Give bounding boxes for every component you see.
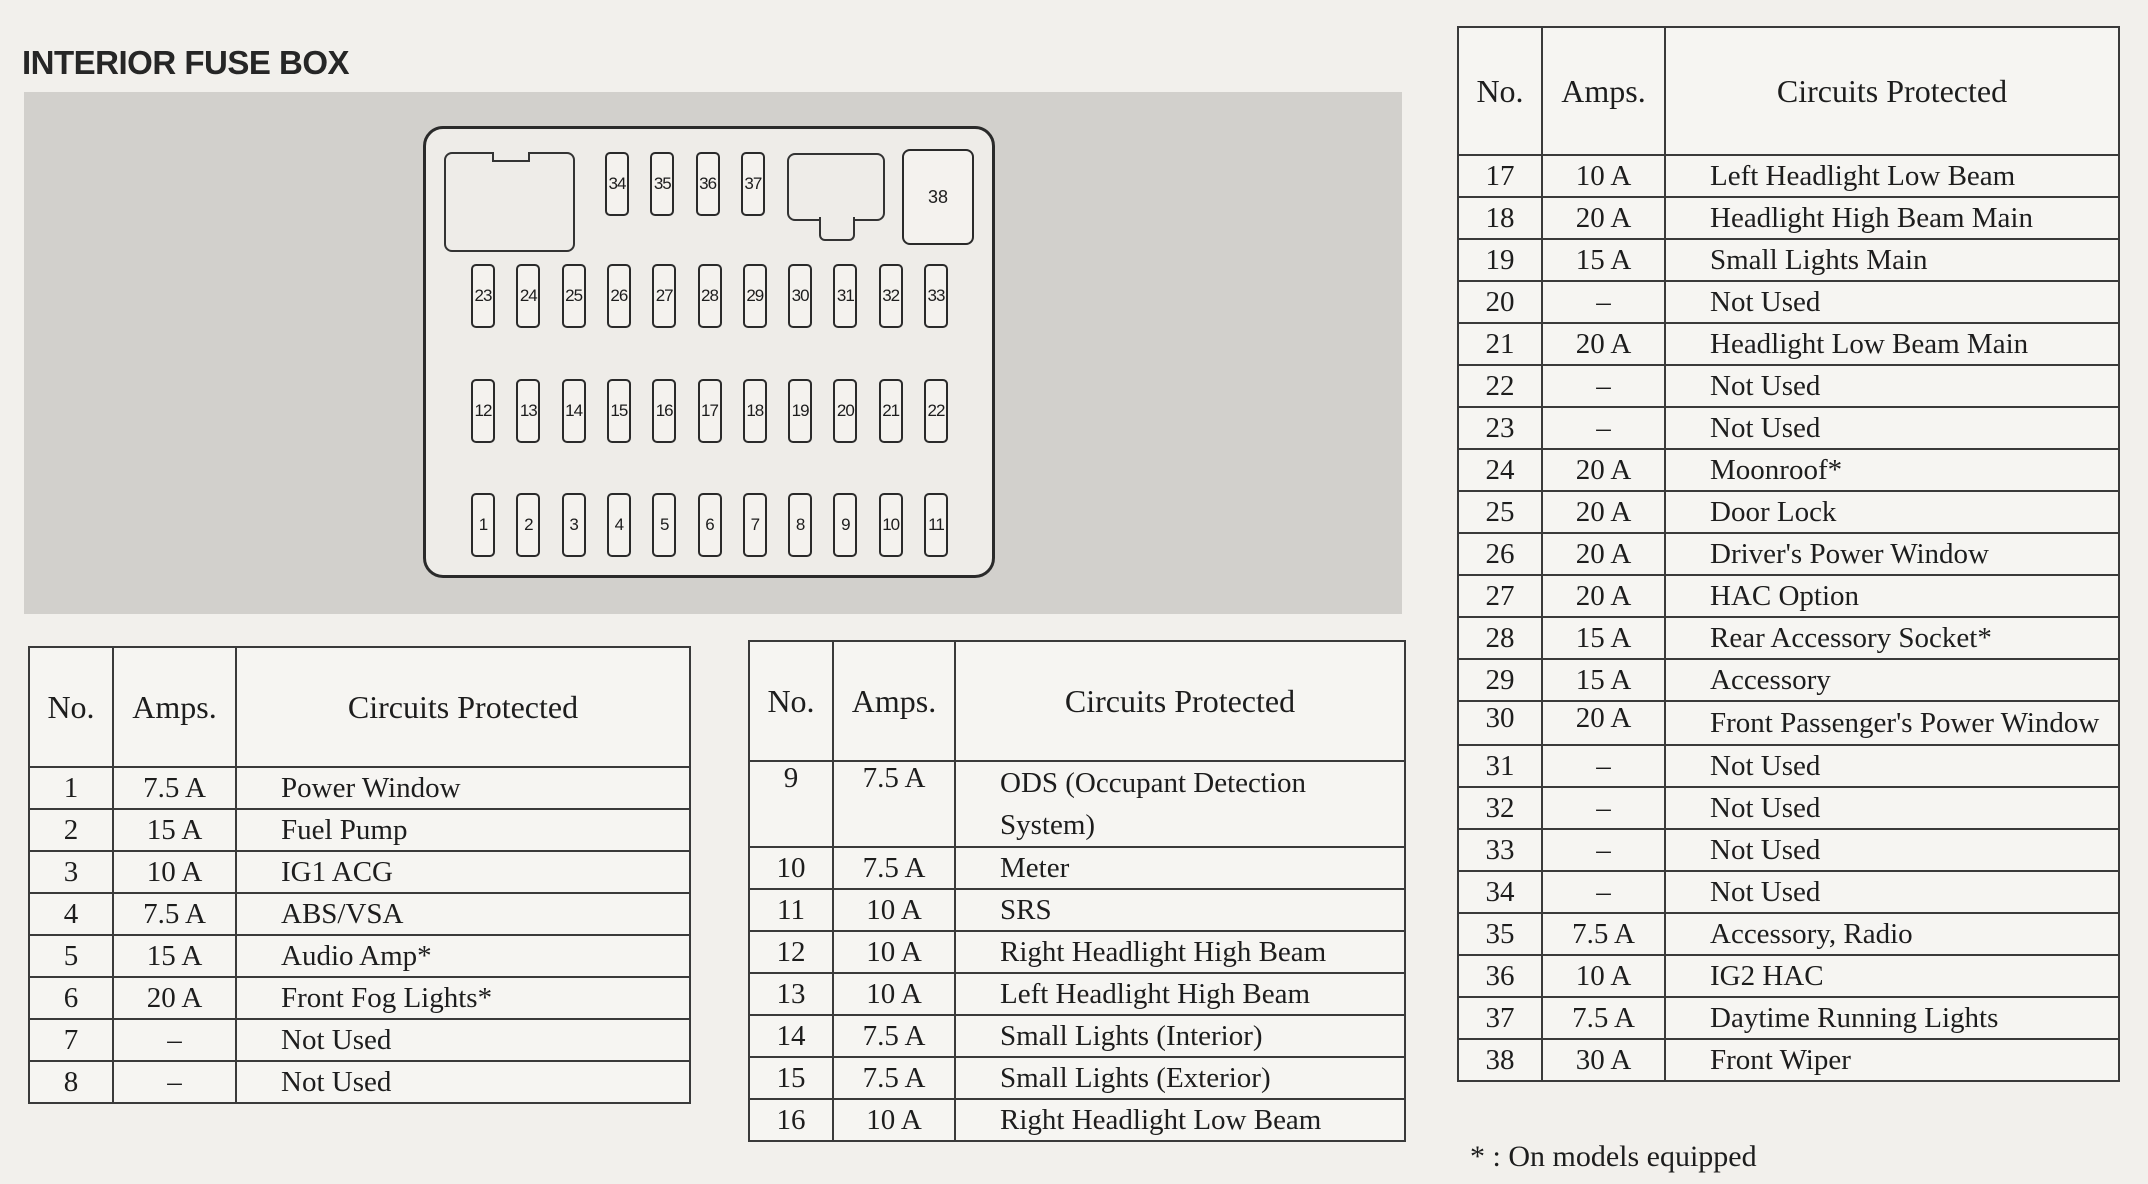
- table-row: [1458, 787, 2119, 829]
- fuse-circuit-cell: Daytime Running Lights: [1665, 997, 2119, 1039]
- fuse-number-cell: 19: [1458, 239, 1542, 281]
- fuse-circuit-cell: Not Used: [236, 1061, 690, 1103]
- fuse-slot: 30: [788, 264, 812, 328]
- table-row: [1458, 407, 2119, 449]
- table-row: [1458, 197, 2119, 239]
- table-row: [749, 1015, 1405, 1057]
- fuse-number-cell: 10: [749, 847, 833, 889]
- table-row: [1458, 955, 2119, 997]
- fuse-number-cell: 26: [1458, 533, 1542, 575]
- fuse-circuit-cell: Accessory, Radio: [1665, 913, 2119, 955]
- fuse-circuit-cell: Not Used: [1665, 407, 2119, 449]
- fuse-number-cell: 8: [29, 1061, 113, 1103]
- fuse-number-cell: 32: [1458, 787, 1542, 829]
- fuse-amps-cell: 30 A: [1542, 1039, 1665, 1081]
- fuse-circuit-cell: Driver's Power Window: [1665, 533, 2119, 575]
- fuse-amps-cell: –: [1542, 745, 1665, 787]
- fuse-slot: 28: [698, 264, 722, 328]
- fuse-circuit-cell: Small Lights (Interior): [955, 1015, 1405, 1057]
- fuse-number-cell: 33: [1458, 829, 1542, 871]
- fuse-circuit-cell: Rear Accessory Socket*: [1665, 617, 2119, 659]
- fuse-number-cell: 2: [29, 809, 113, 851]
- fuse-slot: 3: [562, 493, 586, 557]
- fuse-amps-cell: 20 A: [1542, 197, 1665, 239]
- fuse-slot: 25: [562, 264, 586, 328]
- fuse-amps-cell: 20 A: [1542, 533, 1665, 575]
- table-row: [1458, 449, 2119, 491]
- fuse-number-cell: 15: [749, 1057, 833, 1099]
- fuse-number-cell: 21: [1458, 323, 1542, 365]
- fuse-number-cell: 18: [1458, 197, 1542, 239]
- fuse-slot: 9: [833, 493, 857, 557]
- fuse-number-cell: 29: [1458, 659, 1542, 701]
- fuse-slot: 24: [516, 264, 540, 328]
- fuse-number-cell: 35: [1458, 913, 1542, 955]
- table-row: [29, 977, 690, 1019]
- fuse-amps-cell: 10 A: [113, 851, 236, 893]
- fuse-number-cell: 12: [749, 931, 833, 973]
- col-circuits-header: Circuits Protected: [1665, 27, 2119, 155]
- footnote: * : On models equipped: [1470, 1140, 1757, 1173]
- fuse-slot: 26: [607, 264, 631, 328]
- fuse-number-cell: 30: [1458, 701, 1542, 745]
- fuse-amps-cell: 20 A: [1542, 701, 1665, 745]
- fuse-circuit-cell: Small Lights Main: [1665, 239, 2119, 281]
- fuse-circuit-cell: Audio Amp*: [236, 935, 690, 977]
- fuse-number-cell: 13: [749, 973, 833, 1015]
- fuse-table-9-16: [748, 640, 1406, 1142]
- col-circuits-header: Circuits Protected: [236, 647, 690, 767]
- fuse-circuit-cell: Left Headlight Low Beam: [1665, 155, 2119, 197]
- fuse-amps-cell: –: [1542, 365, 1665, 407]
- fuse-number-cell: 37: [1458, 997, 1542, 1039]
- table-row: [749, 761, 1405, 847]
- fuse-amps-cell: 7.5 A: [1542, 997, 1665, 1039]
- table-row: [1458, 829, 2119, 871]
- fuse-circuit-cell: Meter: [955, 847, 1405, 889]
- col-amps-header: Amps.: [833, 641, 955, 761]
- table-row: [29, 767, 690, 809]
- fuse-table-17-38: [1457, 26, 2120, 1082]
- fuse-slot: 23: [471, 264, 495, 328]
- fuse-slot: 1: [471, 493, 495, 557]
- table-row: [1458, 281, 2119, 323]
- table-row: [749, 931, 1405, 973]
- table-row: [1458, 659, 2119, 701]
- table-row: [29, 851, 690, 893]
- fuse-number-cell: 31: [1458, 745, 1542, 787]
- table-row: [1458, 323, 2119, 365]
- fuse-slot: 33: [924, 264, 948, 328]
- table-row: [29, 893, 690, 935]
- fuse-amps-cell: –: [1542, 871, 1665, 913]
- table-row: [29, 1061, 690, 1103]
- fuse-number-cell: 23: [1458, 407, 1542, 449]
- fuse-amps-cell: 10 A: [833, 889, 955, 931]
- fuse-circuit-cell: Headlight High Beam Main: [1665, 197, 2119, 239]
- fuse-slot: 6: [698, 493, 722, 557]
- fuse-amps-cell: 20 A: [1542, 323, 1665, 365]
- fuse-slot: 36: [696, 152, 720, 216]
- fuse-slot: 11: [924, 493, 948, 557]
- table-row: [1458, 491, 2119, 533]
- fuse-circuit-cell: Small Lights (Exterior): [955, 1057, 1405, 1099]
- fuse-slot: 37: [741, 152, 765, 216]
- fuse-circuit-cell: Right Headlight Low Beam: [955, 1099, 1405, 1141]
- fuse-amps-cell: 10 A: [1542, 955, 1665, 997]
- fuse-amps-cell: –: [1542, 787, 1665, 829]
- fuse-amps-cell: 15 A: [1542, 617, 1665, 659]
- fuse-number-cell: 4: [29, 893, 113, 935]
- table-row: [1458, 617, 2119, 659]
- table-row: [29, 935, 690, 977]
- table-row: [1458, 871, 2119, 913]
- fuse-number-cell: 24: [1458, 449, 1542, 491]
- col-no-header: No.: [1458, 27, 1542, 155]
- fuse-slot: 34: [605, 152, 629, 216]
- fuse-slot: 4: [607, 493, 631, 557]
- fuse-number-cell: 17: [1458, 155, 1542, 197]
- table-row: [1458, 533, 2119, 575]
- fuse-amps-cell: 7.5 A: [833, 1015, 955, 1057]
- table-row: [1458, 913, 2119, 955]
- fuse-slot: 18: [743, 379, 767, 443]
- fuse-number-cell: 6: [29, 977, 113, 1019]
- fuse-amps-cell: 7.5 A: [833, 761, 955, 847]
- fuse-amps-cell: 7.5 A: [113, 893, 236, 935]
- fuse-number-cell: 1: [29, 767, 113, 809]
- fuse-circuit-cell: Door Lock: [1665, 491, 2119, 533]
- fuse-number-cell: 38: [1458, 1039, 1542, 1081]
- fuse-slot: 22: [924, 379, 948, 443]
- fuse-amps-cell: 20 A: [113, 977, 236, 1019]
- fuse-slot: 31: [833, 264, 857, 328]
- table-row: [29, 809, 690, 851]
- fuse-circuit-cell: Not Used: [1665, 871, 2119, 913]
- col-no-header: No.: [29, 647, 113, 767]
- table-row: [1458, 745, 2119, 787]
- col-no-header: No.: [749, 641, 833, 761]
- fuse-slot: 35: [650, 152, 674, 216]
- fuse-number-cell: 27: [1458, 575, 1542, 617]
- fuse-slot: 19: [788, 379, 812, 443]
- fuse-circuit-cell: ABS/VSA: [236, 893, 690, 935]
- fuse-amps-cell: 7.5 A: [113, 767, 236, 809]
- fuse-table-1-8: [28, 646, 691, 1104]
- fuse-number-cell: 36: [1458, 955, 1542, 997]
- fuse-amps-cell: 20 A: [1542, 575, 1665, 617]
- fuse-slot: 20: [833, 379, 857, 443]
- fuse-amps-cell: –: [1542, 407, 1665, 449]
- fuse-circuit-cell: Headlight Low Beam Main: [1665, 323, 2119, 365]
- fuse-circuit-cell: Not Used: [1665, 787, 2119, 829]
- table-row: [749, 1099, 1405, 1141]
- fuse-circuit-cell: Not Used: [1665, 829, 2119, 871]
- fuse-amps-cell: 15 A: [1542, 239, 1665, 281]
- fuse-slot: 15: [607, 379, 631, 443]
- fuse-slot: 32: [879, 264, 903, 328]
- fuse-number-cell: 28: [1458, 617, 1542, 659]
- fuse-amps-cell: 20 A: [1542, 449, 1665, 491]
- fuse-slot: 38: [902, 149, 974, 245]
- table-row: [1458, 239, 2119, 281]
- table-row: [1458, 997, 2119, 1039]
- fuse-amps-cell: 15 A: [113, 809, 236, 851]
- fuse-number-cell: 9: [749, 761, 833, 847]
- col-amps-header: Amps.: [113, 647, 236, 767]
- fuse-number-cell: 7: [29, 1019, 113, 1061]
- fuse-box-diagram: [423, 126, 995, 578]
- fuse-number-cell: 25: [1458, 491, 1542, 533]
- table-row: [29, 1019, 690, 1061]
- fuse-number-cell: 11: [749, 889, 833, 931]
- fuse-slot: 5: [652, 493, 676, 557]
- fuse-circuit-cell: Left Headlight High Beam: [955, 973, 1405, 1015]
- table-row: [749, 889, 1405, 931]
- fuse-number-cell: 5: [29, 935, 113, 977]
- table-row: [1458, 365, 2119, 407]
- fuse-slot: 14: [562, 379, 586, 443]
- fuse-slot: 12: [471, 379, 495, 443]
- fuse-circuit-cell: Moonroof*: [1665, 449, 2119, 491]
- table-row: [1458, 1039, 2119, 1081]
- fuse-circuit-cell: Not Used: [236, 1019, 690, 1061]
- fuse-slot: 27: [652, 264, 676, 328]
- fuse-circuit-cell: ODS (Occupant Detection System): [955, 761, 1405, 847]
- fuse-amps-cell: 10 A: [833, 973, 955, 1015]
- fuse-amps-cell: 15 A: [113, 935, 236, 977]
- table-row: [749, 973, 1405, 1015]
- relay-socket-left: [444, 152, 575, 252]
- fuse-slot: 21: [879, 379, 903, 443]
- fuse-number-cell: 16: [749, 1099, 833, 1141]
- fuse-circuit-cell: Front Passenger's Power Window: [1665, 701, 2119, 745]
- fuse-amps-cell: 10 A: [833, 931, 955, 973]
- table-row: [749, 847, 1405, 889]
- fuse-circuit-cell: Front Fog Lights*: [236, 977, 690, 1019]
- fuse-number-cell: 3: [29, 851, 113, 893]
- fuse-circuit-cell: HAC Option: [1665, 575, 2119, 617]
- fuse-circuit-cell: IG1 ACG: [236, 851, 690, 893]
- fuse-amps-cell: 15 A: [1542, 659, 1665, 701]
- fuse-slot: 10: [879, 493, 903, 557]
- col-circuits-header: Circuits Protected: [955, 641, 1405, 761]
- fuse-amps-cell: 10 A: [833, 1099, 955, 1141]
- fuse-circuit-cell: Not Used: [1665, 365, 2119, 407]
- fuse-slot: 16: [652, 379, 676, 443]
- fuse-amps-cell: –: [1542, 281, 1665, 323]
- fuse-number-cell: 22: [1458, 365, 1542, 407]
- fuse-circuit-cell: Not Used: [1665, 281, 2119, 323]
- fuse-amps-cell: 20 A: [1542, 491, 1665, 533]
- fuse-slot: 29: [743, 264, 767, 328]
- fuse-slot: 8: [788, 493, 812, 557]
- fuse-circuit-cell: Fuel Pump: [236, 809, 690, 851]
- fuse-circuit-cell: Front Wiper: [1665, 1039, 2119, 1081]
- fuse-amps-cell: 7.5 A: [833, 847, 955, 889]
- table-row: [1458, 575, 2119, 617]
- col-amps-header: Amps.: [1542, 27, 1665, 155]
- fuse-amps-cell: 7.5 A: [833, 1057, 955, 1099]
- fuse-circuit-cell: Accessory: [1665, 659, 2119, 701]
- fuse-circuit-cell: Right Headlight High Beam: [955, 931, 1405, 973]
- fuse-slot: 7: [743, 493, 767, 557]
- fuse-slot: 2: [516, 493, 540, 557]
- table-row: [1458, 701, 2119, 745]
- table-row: [1458, 155, 2119, 197]
- fuse-circuit-cell: Not Used: [1665, 745, 2119, 787]
- page-title: INTERIOR FUSE BOX: [22, 44, 350, 81]
- fuse-amps-cell: –: [113, 1019, 236, 1061]
- relay-socket-middle: [787, 153, 885, 221]
- fuse-slot: 17: [698, 379, 722, 443]
- fuse-amps-cell: –: [1542, 829, 1665, 871]
- fuse-amps-cell: 10 A: [1542, 155, 1665, 197]
- fuse-slot: 13: [516, 379, 540, 443]
- fuse-circuit-cell: Power Window: [236, 767, 690, 809]
- table-row: [749, 1057, 1405, 1099]
- fuse-number-cell: 20: [1458, 281, 1542, 323]
- fuse-number-cell: 34: [1458, 871, 1542, 913]
- fuse-circuit-cell: IG2 HAC: [1665, 955, 2119, 997]
- fuse-amps-cell: 7.5 A: [1542, 913, 1665, 955]
- fuse-amps-cell: –: [113, 1061, 236, 1103]
- fuse-number-cell: 14: [749, 1015, 833, 1057]
- fuse-circuit-cell: SRS: [955, 889, 1405, 931]
